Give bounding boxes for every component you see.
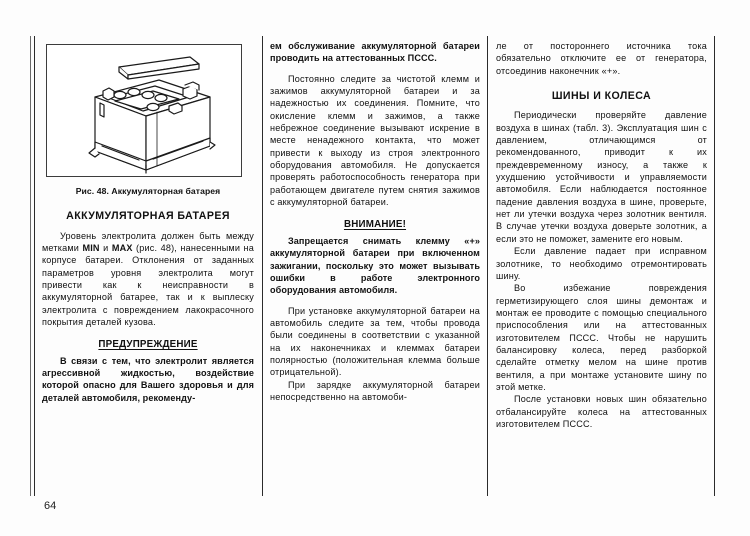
col1-p1-part2: (рис. 48), нанесенными на корпусе батареи. Отклонения от заданных параметров уровня электролита могут привести как к неисправности в аккумуляторной батарее, так и к выплеску электролита с повреждением лакокрасочного покрытия деталей кузова. xyxy=(42,243,254,328)
col3-paragraph-2: Если давление падает при исправном золотнике, то необходимо отремонтировать шину. xyxy=(496,246,707,281)
col3-paragraph-1: Периодически проверяйте давление воздуха в шинах (табл. 3). Эксплуатация шин с давлением, отличающимся от рекомендованного, приводит к их преждевременному износу, а также к ухудшению устойчивости и управляемости автомобиля. Если наблюдается постоянное падение давления воздуха в шине, проверьте, нет ли утечки воздуха через золотник вентиля. В случае утечки воздуха доверьте золотник, а если это не поможет, замените его новым. xyxy=(496,110,707,244)
figure-battery xyxy=(46,44,242,177)
col3-paragraph-3: Во избежание повреждения герметизирующего слоя шины демонтаж и монтаж ее проводите с помощью специального приспособления или на аттестованных изготовителем ПССС. Чтобы не нарушить балансировку колеса, перед разборкой сделайте отметку мелом на шине против вентиля, а при монтаже установите шину по этой метке. xyxy=(496,283,707,392)
col1-p1-conj: и xyxy=(99,243,112,254)
figure-caption: Рис. 48. Аккумуляторная батарея xyxy=(75,186,221,196)
col2-paragraph-2: При установке аккумуляторной батареи на автомобиль следите за тем, чтобы провода были соединены в соответствии с указанной на их наконечниках и клеммах батареи полярностью (положительная клемма больше отрицательной). xyxy=(270,305,480,378)
callout-text-attention: Запрещается снимать клемму «+» аккумуляторной батареи при включенном зажигании, поскольку это может вызывать ошибки в работе электронного оборудования автомобиля. xyxy=(270,235,480,296)
col2-paragraph-3: При зарядке аккумуляторной батареи непосредственно на автомоби- xyxy=(270,379,480,402)
section-heading-tires: ШИНЫ И КОЛЕСА xyxy=(551,90,652,103)
col3-paragraph-4: После установки новых шин обязательно отбалансируйте колеса на аттестованных изготовителем ПССС. xyxy=(496,394,707,429)
callout-title-attention: ВНИМАНИЕ! xyxy=(343,219,407,231)
col1-paragraph-1 xyxy=(42,230,254,329)
col3-continued: ле от постороннего источника тока обязательно отключите ее от генератора, отсоединив наконечник «+». xyxy=(496,41,707,76)
callout-title-warning: ПРЕДУПРЕЖДЕНИЕ xyxy=(98,339,198,351)
column-2 xyxy=(270,40,480,403)
callout-text-warning: В связи с тем, что электролит является агрессивной жидкостью, воздействие которой опасно для Вашего здоровья и для деталей автомобиля, рекоменду- xyxy=(42,355,254,403)
page-number: 64 xyxy=(44,500,57,512)
section-heading-battery: АККУМУЛЯТОРНАЯ БАТАРЕЯ xyxy=(66,210,230,223)
label-min: MIN xyxy=(82,243,100,254)
col2-continued-bold: ем обслуживание аккумуляторной батареи проводить на аттестованных ПССС. xyxy=(270,41,480,64)
column-3 xyxy=(496,40,707,430)
col2-paragraph-1: Постоянно следите за чистотой клемм и зажимов аккумуляторной батареи и за надежностью их соединения. Помните, что окисление клемм и зажимов, а также небрежное соединение вызывают искрение в месте ненадежного контакта, что может привести к выходу из строя электронного оборудования автомобиля. Не допускается проверять работоспособность генератора при работающем двигателе путем снятия зажимов с аккумуляторной батареи. xyxy=(270,73,480,208)
column-1 xyxy=(42,40,254,404)
car-battery-illustration xyxy=(47,45,241,176)
col1-p1-part1: Уровень электролита должен быть между метками xyxy=(42,230,254,254)
label-max: MAX xyxy=(111,243,133,254)
